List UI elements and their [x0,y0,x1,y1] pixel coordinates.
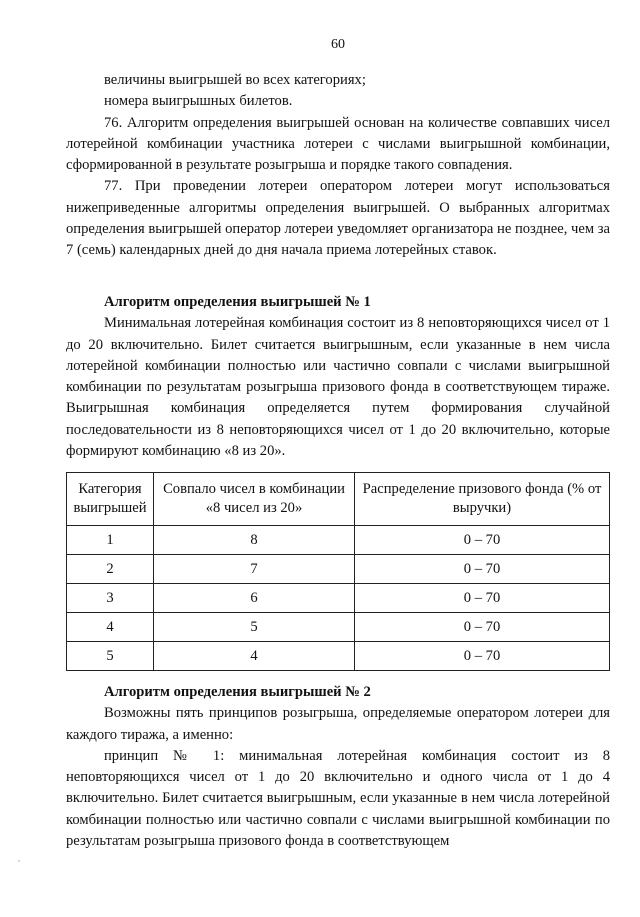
header-category: Категория выигрышей [67,473,154,526]
algorithm-1-text: Минимальная лотерейная комбинация состоит из 8 неповторяющихся чисел от 1 до 20 включительно. Билет считается выигрышным, если указанные в нем числа лотерейной комбинации полностью или частично совпали с числами выигрышной комбинации по результатам розыгрыша призового фонда в соответствующем тираже. Выигрышная комбинация определяется путем формирования случайной последовательности из 8 неповторяющихся чисел от 1 до 20 включительно, которые формируют комбинацию «8 из 20». [66,315,610,460]
paragraph-77: 77. При проведении лотереи оператором лотереи могут использоваться нижеприведенные алгоритмы определения выигрышей. О выбранных алгоритмах определения выигрышей оператор лотереи уведомляет организатора не позднее, чем за 7 (семь) календарных дней до дня начала приема лотерейных ставок. [66,178,610,259]
cell-distribution: 0 – 70 [355,642,610,671]
algorithm-1-section [66,292,610,462]
header-matched: Совпало чисел в комбинации «8 чисел из 20» [154,473,355,526]
algorithm-2-section [66,682,610,852]
cell-matched: 4 [154,642,355,671]
paragraph-winning-tickets: номера выигрышных билетов. [104,93,293,110]
cell-distribution: 0 – 70 [355,584,610,613]
algorithm-2-intro: Возможны пять принципов розыгрыша, определяемые оператором лотереи для каждого тиража, а именно: [66,705,610,743]
table-row [67,555,610,584]
paragraph-76: 76. Алгоритм определения выигрышей основан на количестве совпавших чисел лотерейной комбинации участника лотереи с числами выигрышной комбинации, сформированной в результате розыгрыша и порядке такого совпадения. [66,114,610,174]
table-row [67,584,610,613]
cell-matched: 5 [154,613,355,642]
cell-category: 1 [67,526,154,555]
cell-distribution: 0 – 70 [355,555,610,584]
scan-speck [18,860,20,862]
cell-distribution: 0 – 70 [355,613,610,642]
intro-section [66,70,610,262]
paragraph-winnings-categories: величины выигрышей во всех категориях; [104,72,366,88]
table-row [67,642,610,671]
cell-category: 5 [67,642,154,671]
header-distribution: Распределение призового фонда (% от выручки) [355,473,610,526]
cell-category: 4 [67,613,154,642]
cell-distribution: 0 – 70 [355,526,610,555]
algorithm-1-heading: Алгоритм определения выигрышей № 1 [104,294,371,310]
table-row [67,526,610,555]
principle-1-text: принцип № 1: минимальная лотерейная комбинация состоит из 8 неповторяющихся чисел от 1 до 20 включительно и одного числа от 1 до 4 включительно. Билет считается выигрышным, если указанные в нем числа лотерейной комбинации полностью или частично совпали с числами выигрышной комбинации по результатам розыгрыша призового фонда в соответствующем [66,747,610,850]
cell-matched: 8 [154,526,355,555]
cell-matched: 7 [154,555,355,584]
cell-category: 3 [67,584,154,613]
algorithm-2-heading: Алгоритм определения выигрышей № 2 [104,684,371,700]
cell-matched: 6 [154,584,355,613]
table-header-row [67,473,610,526]
cell-category: 2 [67,555,154,584]
prize-distribution-table [66,472,610,671]
table-row [67,613,610,642]
page-number: 60 [331,37,345,52]
